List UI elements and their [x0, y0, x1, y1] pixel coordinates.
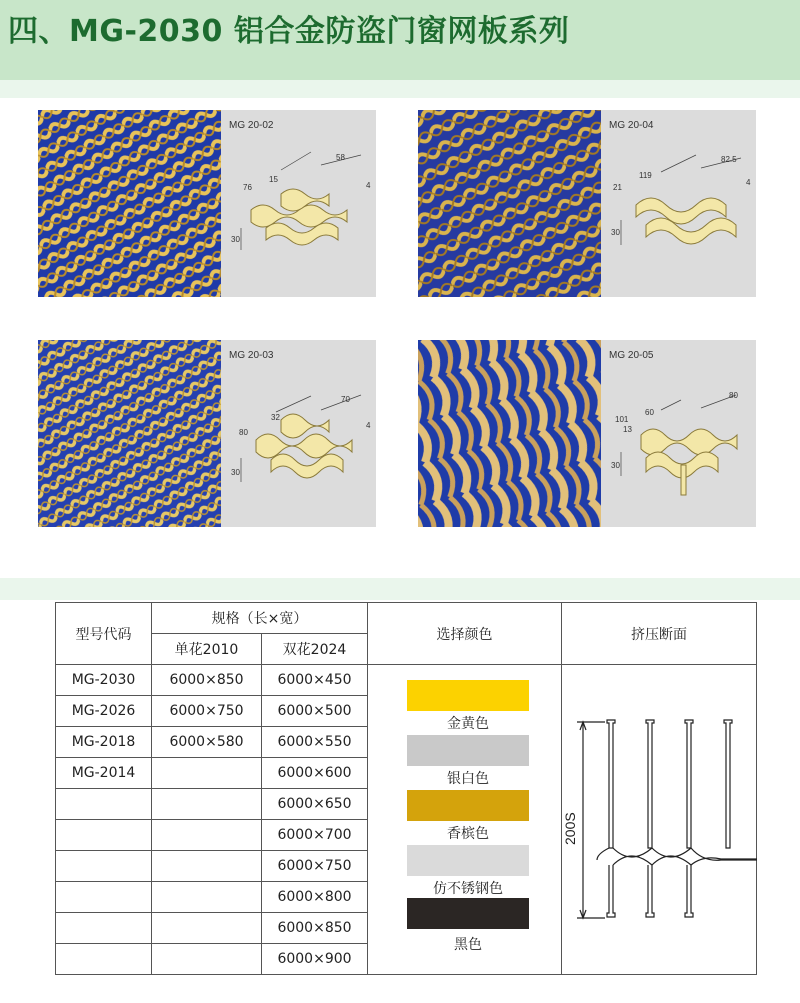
cell-double: 6000×650 — [262, 789, 368, 820]
top-band — [0, 80, 800, 98]
cell-model: MG-2018 — [56, 727, 152, 758]
dim-label: 4 — [746, 178, 751, 187]
cell-double: 6000×450 — [262, 665, 368, 696]
cell-single — [152, 789, 262, 820]
swatch-label: 金黄色 — [447, 716, 489, 732]
dim-label: 13 — [623, 425, 632, 434]
cell-double: 6000×800 — [262, 882, 368, 913]
swatch-label: 仿不锈钢色 — [433, 881, 503, 897]
dim-label: 32 — [271, 413, 280, 422]
product-photo — [418, 340, 601, 527]
dim-label: 80 — [729, 391, 738, 400]
cell-single — [152, 820, 262, 851]
cell-double: 6000×600 — [262, 758, 368, 789]
cell-single: 6000×750 — [152, 696, 262, 727]
cell-double: 6000×850 — [262, 913, 368, 944]
cell-double: 6000×500 — [262, 696, 368, 727]
cell-single — [152, 758, 262, 789]
dim-label: 82.5 — [721, 155, 737, 164]
dim-label: 30 — [611, 228, 620, 237]
cell-single: 6000×580 — [152, 727, 262, 758]
dim-label: 30 — [231, 235, 240, 244]
dim-label: 70 — [341, 395, 350, 404]
cell-model — [56, 820, 152, 851]
header-section: 挤压断面 — [562, 603, 757, 665]
header-spec: 规格（长×宽） — [152, 603, 368, 634]
cell-double: 6000×900 — [262, 944, 368, 975]
cell-single — [152, 944, 262, 975]
dim-label: 4 — [366, 421, 371, 430]
cell-single — [152, 913, 262, 944]
extrusion-section-drawing — [562, 700, 761, 950]
product-panel-mg20-04 — [418, 110, 756, 297]
cell-model: MG-2026 — [56, 696, 152, 727]
dim-label: 80 — [239, 428, 248, 437]
cell-double: 6000×750 — [262, 851, 368, 882]
dim-label: 119 — [639, 171, 652, 180]
dim-label: 76 — [243, 183, 252, 192]
swatch-gold — [407, 680, 529, 711]
swatch-label: 黑色 — [454, 937, 482, 953]
product-panel-mg20-02 — [38, 110, 376, 297]
table-band — [0, 578, 800, 600]
cell-single: 6000×850 — [152, 665, 262, 696]
profile-diagram — [601, 110, 756, 297]
section-dimension-label: 200S — [562, 812, 578, 845]
dim-label: 21 — [613, 183, 622, 192]
model-label: MG 20-05 — [609, 350, 654, 361]
swatch-stainless — [407, 845, 529, 876]
cell-model: MG-2030 — [56, 665, 152, 696]
profile-diagram — [221, 110, 376, 297]
model-label: MG 20-04 — [609, 120, 654, 131]
profile-diagram — [601, 340, 756, 527]
product-photo — [418, 110, 601, 297]
cell-model — [56, 944, 152, 975]
dim-label: 101 — [615, 415, 629, 424]
header-single: 单花2010 — [152, 634, 262, 665]
dim-label: 15 — [269, 175, 278, 184]
cell-model: MG-2014 — [56, 758, 152, 789]
header-model-code: 型号代码 — [56, 603, 152, 665]
swatch-champagne — [407, 790, 529, 821]
cell-model — [56, 851, 152, 882]
cell-model — [56, 882, 152, 913]
dim-label: 58 — [336, 153, 345, 162]
cell-double: 6000×550 — [262, 727, 368, 758]
dim-label: 30 — [611, 461, 620, 470]
cell-model — [56, 913, 152, 944]
product-photo — [38, 340, 221, 527]
header-color: 选择颜色 — [368, 603, 562, 665]
swatch-label: 香槟色 — [447, 826, 489, 842]
swatch-silver — [407, 735, 529, 766]
product-panel-mg20-03 — [38, 340, 376, 527]
cell-model — [56, 789, 152, 820]
model-label: MG 20-03 — [229, 350, 274, 361]
profile-diagram — [221, 340, 376, 527]
cell-single — [152, 882, 262, 913]
page-header — [0, 0, 800, 80]
swatch-black — [407, 898, 529, 929]
swatch-label: 银白色 — [447, 771, 489, 787]
page-title: 四、MG-2030 铝合金防盗门窗网板系列 — [8, 14, 570, 49]
dim-label: 60 — [645, 408, 654, 417]
dim-label: 4 — [366, 181, 371, 190]
header-double: 双花2024 — [262, 634, 368, 665]
product-panel-mg20-05 — [418, 340, 756, 527]
product-photo — [38, 110, 221, 297]
cell-single — [152, 851, 262, 882]
model-label: MG 20-02 — [229, 120, 274, 131]
cell-double: 6000×700 — [262, 820, 368, 851]
dim-label: 30 — [231, 468, 240, 477]
